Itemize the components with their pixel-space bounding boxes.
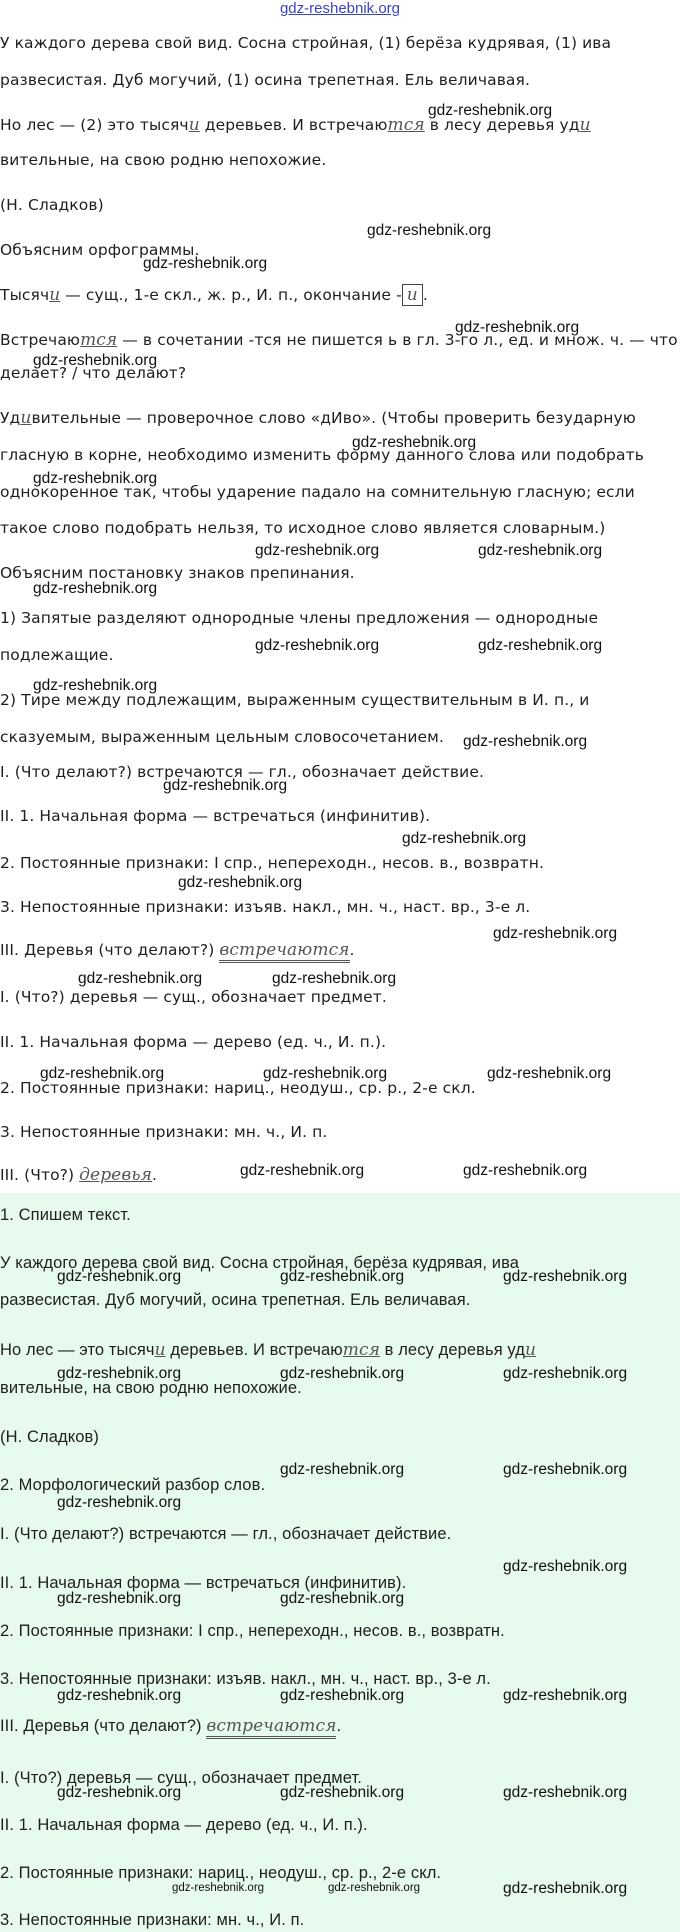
heading-morph-analysis: 2. Морфологический разбор слов. [0, 1476, 266, 1494]
watermark: gdz-reshebnik.org [280, 1687, 405, 1704]
text-span: деревьев. И встречаю [165, 1341, 343, 1359]
watermark: gdz-reshebnik.org [503, 1880, 628, 1897]
orthogram-mark: и [20, 408, 32, 428]
watermark: gdz-reshebnik.org [33, 677, 158, 694]
text-span: деревьев. И встречаю [199, 116, 388, 134]
text-line: такое слово подобрать нельзя, то исходное слово является словарным.) [0, 519, 606, 537]
watermark: gdz-reshebnik.org [503, 1365, 628, 1382]
text-line: II. 1. Начальная форма — встречаться (инфинитив). [0, 807, 431, 825]
text-line: I. (Что делают?) встречаются — гл., обозначает действие. [0, 763, 484, 781]
watermark: gdz-reshebnik.org [178, 874, 303, 891]
text-line: 2. Постоянные признаки: нариц., неодуш., ср. р., 2-е скл. [0, 1864, 442, 1882]
watermark: gdz-reshebnik.org [143, 255, 268, 272]
watermark: gdz-reshebnik.org [57, 1784, 182, 1801]
watermark: gdz-reshebnik.org [487, 1065, 612, 1082]
watermark: gdz-reshebnik.org [57, 1494, 182, 1511]
text-line: 3. Непостоянные признаки: мн. ч., И. п. [0, 1123, 328, 1141]
text-line: II. 1. Начальная форма — встречаться (инфинитив). [0, 1574, 407, 1592]
text-line: 3. Непостоянные признаки: изъяв. накл., мн. ч., наст. вр., 3-е л. [0, 898, 531, 916]
text-span: . [349, 941, 355, 959]
watermark: gdz-reshebnik.org [463, 1162, 588, 1179]
ending-box: и [402, 284, 423, 306]
text-span: в лесу деревья уд [379, 1341, 525, 1359]
text-line: II. 1. Начальная форма — дерево (ед. ч., И. п.). [0, 1033, 387, 1051]
text-span: Уд [0, 409, 21, 427]
watermark: gdz-reshebnik.org [503, 1687, 628, 1704]
watermark: gdz-reshebnik.org [280, 1784, 405, 1801]
text-line: I. (Что?) деревья — сущ., обозначает предмет. [0, 1769, 362, 1787]
text-line: У каждого дерева свой вид. Сосна стройная, берёза кудрявая, ива [0, 1254, 520, 1272]
text-line: I. (Что делают?) встречаются — гл., обозначает действие. [0, 1525, 452, 1543]
watermark: gdz-reshebnik.org [57, 1590, 182, 1607]
text-line: 1) Запятые разделяют однородные члены предложения — однородные [0, 609, 599, 627]
watermark: gdz-reshebnik.org [280, 1590, 405, 1607]
watermark: gdz-reshebnik.org [493, 925, 618, 942]
text-line [0, 408, 636, 428]
watermark: gdz-reshebnik.org [503, 1268, 628, 1285]
orthogram-mark: тся [387, 115, 425, 135]
site-header-link[interactable]: gdz-reshebnik.org [279, 0, 401, 17]
watermark: gdz-reshebnik.org [33, 352, 158, 369]
text-span: III. Деревья (что делают?) [0, 1717, 207, 1735]
text-line [0, 1716, 341, 1736]
watermark: gdz-reshebnik.org [463, 733, 588, 750]
text-line: развесистая. Дуб могучий, осина трепетная. Ель величавая. [0, 1291, 471, 1309]
orthogram-mark: и [524, 1340, 537, 1360]
text-line: 2. Постоянные признаки: нариц., неодуш., ср. р., 2-е скл. [0, 1079, 476, 1097]
text-line: I. (Что?) деревья — сущ., обозначает предмет. [0, 988, 387, 1006]
watermark: gdz-reshebnik.org [503, 1558, 628, 1575]
text-span: III. Деревья (что делают?) [0, 941, 220, 959]
text-line [0, 285, 428, 305]
watermark: gdz-reshebnik.org [352, 434, 477, 451]
watermark: gdz-reshebnik.org [263, 1065, 388, 1082]
text-span: — в сочетании -тся не пишется ь в гл. 3-го л., ед. и множ. ч. — что [117, 331, 678, 349]
subject-mark: деревья [79, 1165, 153, 1185]
author: (Н. Сладков) [0, 1428, 99, 1446]
orthogram-mark: и [49, 285, 61, 305]
text-span: . [336, 1717, 342, 1735]
watermark: gdz-reshebnik.org [40, 1065, 165, 1082]
watermark: gdz-reshebnik.org [57, 1365, 182, 1382]
heading-orthograms: Объясним орфограммы. [0, 241, 200, 259]
watermark: gdz-reshebnik.org [33, 580, 158, 597]
watermark: gdz-reshebnik.org [240, 1162, 365, 1179]
text-line: 3. Непостоянные признаки: изъяв. накл., мн. ч., наст. вр., 3-е л. [0, 1670, 491, 1688]
text-span: вительные — проверочное слово «дИво». (Чтобы проверить безударную [31, 409, 636, 427]
heading-copy-text: 1. Спишем текст. [0, 1206, 131, 1224]
watermark: gdz-reshebnik.org [57, 1687, 182, 1704]
text-span: . [152, 1166, 158, 1184]
text-span: Встречаю [0, 331, 81, 349]
predicate-mark: встречаются [206, 1716, 336, 1739]
text-span: Тысяч [0, 286, 50, 304]
watermark: gdz-reshebnik.org [402, 830, 527, 847]
text-line: У каждого дерева свой вид. Сосна стройная, (1) берёза кудрявая, (1) ива [0, 34, 612, 52]
orthogram-mark: и [154, 1340, 166, 1360]
watermark: gdz-reshebnik.org [78, 970, 203, 987]
text-line: делает? / что делают? [0, 364, 187, 382]
text-line: 2. Постоянные признаки: I спр., непереходн., несов. в., возвратн. [0, 1622, 505, 1640]
watermark: gdz-reshebnik.org [272, 970, 397, 987]
watermark: gdz-reshebnik.org [455, 319, 580, 336]
text-span: в лесу деревья уд [424, 116, 580, 134]
orthogram-mark: и [579, 115, 591, 135]
orthogram-mark: и [188, 115, 200, 135]
text-span: Но лес — (2) это тысяч [0, 116, 189, 134]
heading-punctuation: Объясним постановку знаков препинания. [0, 564, 355, 582]
author: (Н. Сладков) [0, 196, 104, 214]
watermark: gdz-reshebnik.org [172, 1882, 265, 1894]
watermark: gdz-reshebnik.org [478, 542, 603, 559]
predicate-mark: встречаются [219, 940, 349, 963]
orthogram-mark: тся [342, 1340, 380, 1360]
watermark: gdz-reshebnik.org [367, 222, 492, 239]
watermark: gdz-reshebnik.org [478, 637, 603, 654]
watermark: gdz-reshebnik.org [428, 102, 553, 119]
text-line: вительные, на свою родню непохожие. [0, 151, 327, 169]
text-line: однокоренное так, чтобы ударение падало на сомнительную гласную; если [0, 483, 635, 501]
text-span: III. (Что?) [0, 1166, 80, 1184]
text-line: 2. Постоянные признаки: I спр., непереходн., несов. в., возвратн. [0, 854, 544, 872]
watermark: gdz-reshebnik.org [328, 1882, 421, 1894]
text-line: гласную в корне, необходимо изменить форму данного слова или подобрать [0, 446, 644, 464]
watermark: gdz-reshebnik.org [503, 1461, 628, 1478]
text-line: сказуемым, выраженным цельным словосочетанием. [0, 728, 444, 746]
text-line [0, 940, 355, 960]
text-line: II. 1. Начальная форма — дерево (ед. ч., И. п.). [0, 1816, 368, 1834]
watermark: gdz-reshebnik.org [280, 1365, 405, 1382]
text-span: — сущ., 1-е скл., ж. р., И. п., окончание - [60, 286, 402, 304]
text-span: . [422, 286, 428, 304]
watermark: gdz-reshebnik.org [33, 470, 158, 487]
text-line: вительные, на свою родню непохожие. [0, 1379, 302, 1397]
watermark: gdz-reshebnik.org [57, 1268, 182, 1285]
text-line: 2) Тире между подлежащим, выраженным существительным в И. п., и [0, 691, 590, 709]
text-line: подлежащие. [0, 646, 114, 664]
watermark: gdz-reshebnik.org [503, 1784, 628, 1801]
watermark: gdz-reshebnik.org [280, 1461, 405, 1478]
text-line: 3. Непостоянные признаки: мн. ч., И. п. [0, 1911, 305, 1929]
watermark: gdz-reshebnik.org [255, 637, 380, 654]
text-span: Но лес — это тысяч [0, 1341, 155, 1359]
text-line [0, 1340, 536, 1360]
watermark: gdz-reshebnik.org [163, 777, 288, 794]
text-line [0, 1165, 157, 1185]
watermark: gdz-reshebnik.org [280, 1268, 405, 1285]
text-line: развесистая. Дуб могучий, (1) осина трепетная. Ель величавая. [0, 71, 530, 89]
watermark: gdz-reshebnik.org [255, 542, 380, 559]
orthogram-mark: тся [80, 330, 118, 350]
